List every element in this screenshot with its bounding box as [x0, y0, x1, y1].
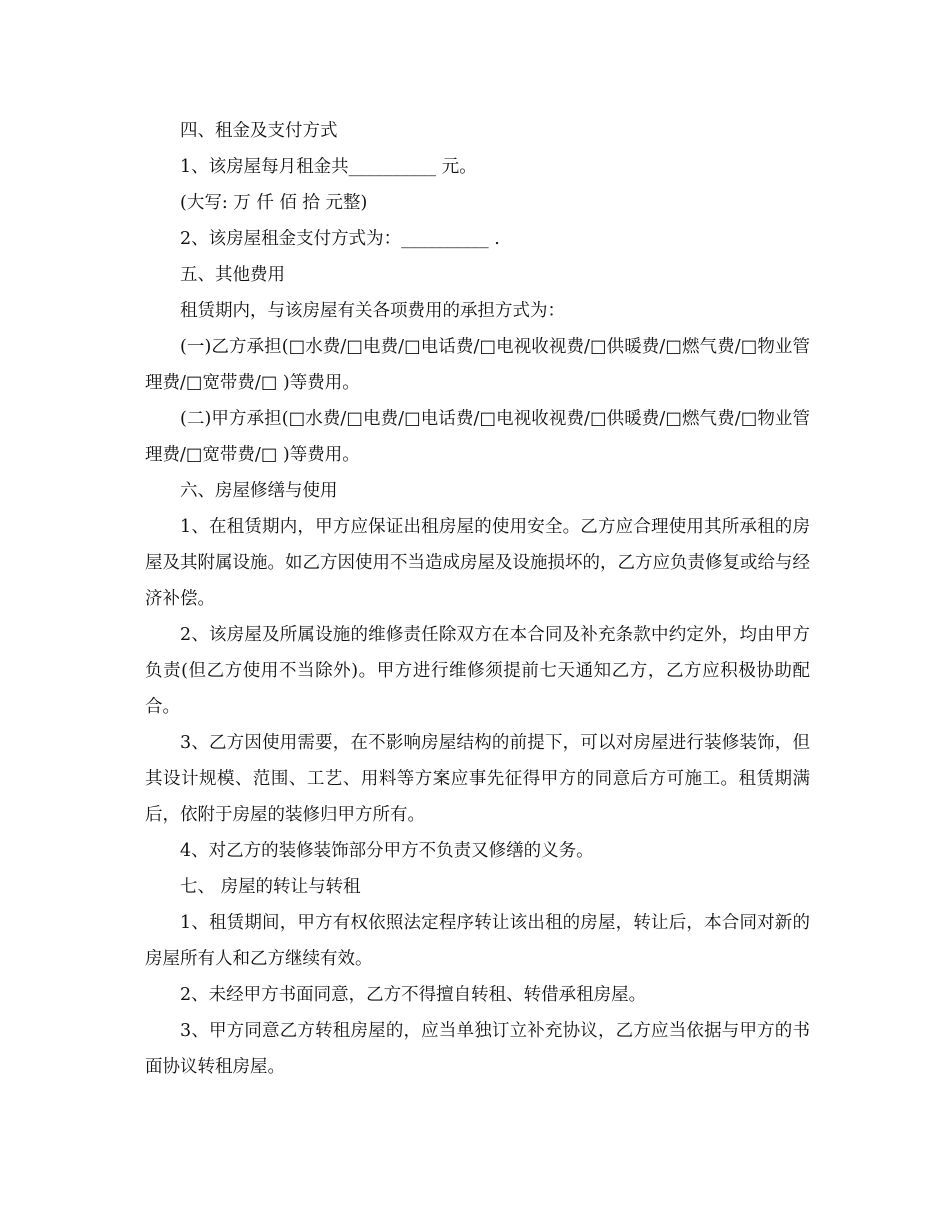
repair-clause-1: 1、在租赁期内，甲方应保证出租房屋的使用安全。乙方应合理使用其所承租的房屋及其附属设施。如乙方因使用不当造成房屋及设施损坏的，乙方应负责修复或给与经济补偿。: [145, 517, 810, 609]
rent-amount-clause: 1、该房屋每月租金共__________ 元。: [180, 157, 477, 177]
section-heading-repair: 六、房屋修缮与使用: [180, 481, 338, 501]
fees-tenant-paragraph: (一)乙方承担(□水费/□电费/□电话费/□电视收视费/□供暖费/□燃气费/□物业管理费/□宽带费/□ )等费用。: [145, 337, 810, 393]
section-heading-rent: 四、租金及支付方式: [180, 121, 338, 141]
document-page: [145, 113, 810, 1085]
repair-clause-3: 3、乙方因使用需要，在不影响房屋结构的前提下，可以对房屋进行装修装饰，但其设计规模、范围、工艺、用料等方案应事先征得甲方的同意后方可施工。租赁期满后，依附于房屋的装修归甲方所有。: [145, 733, 810, 825]
section-heading-transfer: 七、 房屋的转让与转租: [180, 877, 361, 897]
fees-landlord-paragraph: (二)甲方承担(□水费/□电费/□电话费/□电视收视费/□供暖费/□燃气费/□物业管理费/□宽带费/□ )等费用。: [145, 409, 810, 465]
fees-intro-paragraph: 租赁期内，与该房屋有关各项费用的承担方式为：: [180, 301, 565, 321]
repair-clause-2: 2、该房屋及所属设施的维修责任除双方在本合同及补充条款中约定外，均由甲方负责(但乙方使用不当除外)。甲方进行维修须提前七天通知乙方，乙方应积极协助配合。: [145, 625, 810, 717]
transfer-clause-2: 2、未经甲方书面同意，乙方不得擅自转租、转借承租房屋。: [180, 985, 647, 1005]
transfer-clause-1: 1、租赁期间，甲方有权依照法定程序转让该出租的房屋，转让后，本合同对新的房屋所有人和乙方继续有效。: [145, 913, 810, 969]
repair-clause-4: 4、对乙方的装修装饰部分甲方不负责又修缮的义务。: [180, 841, 594, 861]
section-heading-other-fees: 五、其他费用: [180, 265, 285, 285]
rent-amount-uppercase: (大写: 万 仟 佰 拾 元整): [180, 193, 368, 213]
transfer-clause-3: 3、甲方同意乙方转租房屋的，应当单独订立补充协议，乙方应当依据与甲方的书面协议转租房屋。: [145, 1021, 810, 1077]
rent-payment-method-clause: 2、该房屋租金支付方式为：__________ .: [180, 229, 500, 249]
